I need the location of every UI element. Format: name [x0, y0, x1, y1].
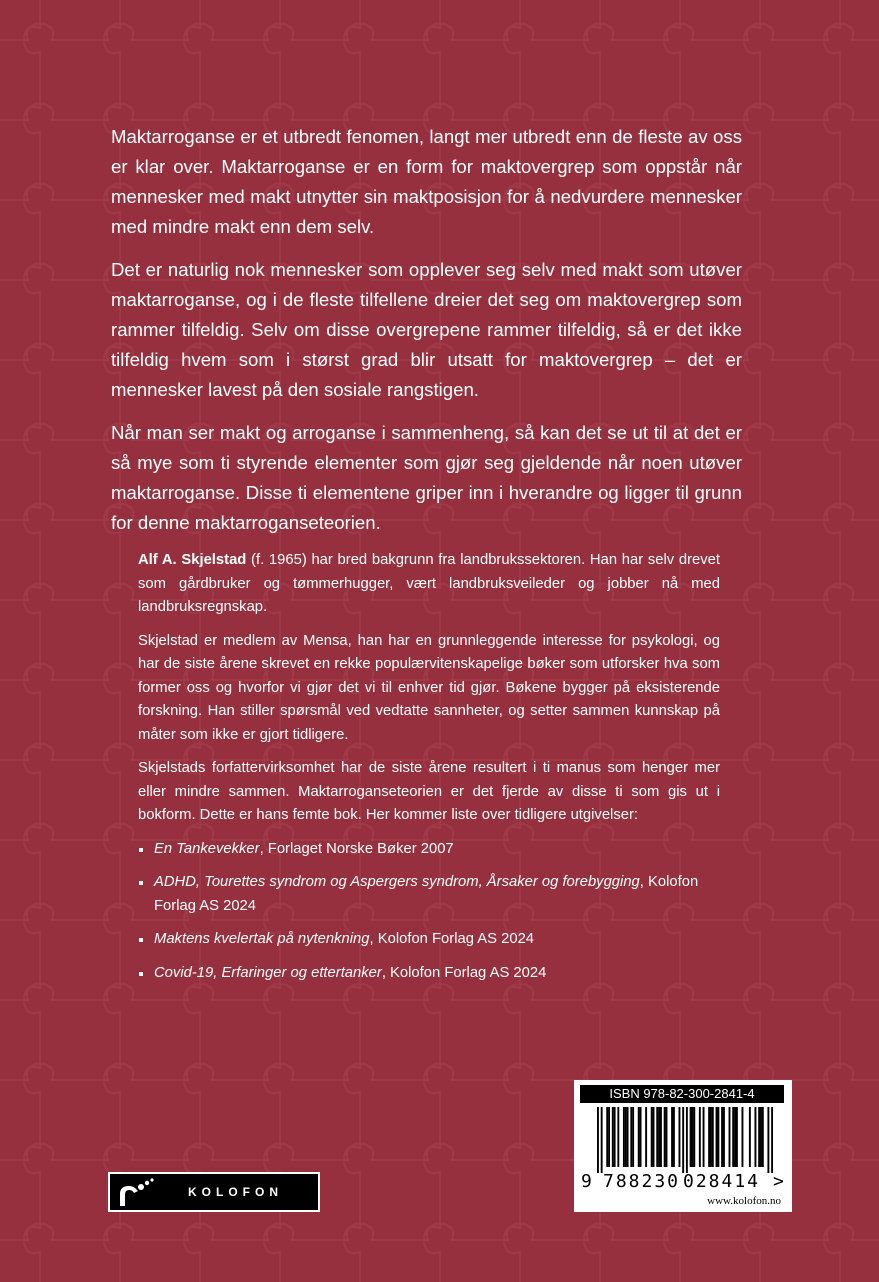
barcode-bar [645, 1107, 647, 1167]
author-bio-paragraph: Skjelstad er medlem av Mensa, han har en grunnleggende interesse for psykologi, og har de siste årene skrevet en rekke populærvitenskapelige bøker som utforsker hva som former oss og hvorfor vi gjør det vi til enhver tid gjør. Bøkene bygger på eksisterende forskning. Han stiller spørsmål ved vedtatte sannheter, og setter sammen kunnskap på måter som ikke er gjort tidligere. [138, 632, 720, 743]
barcode-bar [708, 1107, 710, 1167]
previous-books-list [138, 838, 720, 986]
barcode-bar [601, 1107, 603, 1173]
barcode-bar [729, 1107, 731, 1167]
blurb-paragraph: Maktarroganse er et utbredt fenomen, langt mer utbredt enn de fleste av oss er klar over. Maktarroganse er en form for maktovergrep som oppstår når mennesker med makt utnytter sin maktposisjon for å nedvurdere mennesker med mindre makt enn dem selv. [111, 126, 742, 237]
barcode-bar [614, 1107, 616, 1167]
book-details: , Kolofon Forlag AS 2024 [154, 874, 699, 914]
barcode-bar [703, 1107, 705, 1167]
barcode-bar [736, 1107, 738, 1167]
barcode-bar [660, 1107, 662, 1167]
isbn-barcode [574, 1080, 792, 1212]
barcode-bar [717, 1107, 719, 1167]
barcode-bar [653, 1107, 655, 1167]
book-list-item [138, 928, 720, 952]
barcode-bar [664, 1107, 666, 1167]
publisher-website: www.kolofon.no [707, 1195, 781, 1207]
barcode-bar [699, 1107, 701, 1167]
book-list-item [138, 962, 720, 986]
barcode-digit-first: 9 [581, 1171, 592, 1192]
barcode-bar [691, 1107, 693, 1167]
barcode-bar [630, 1107, 632, 1167]
book-list-item [138, 871, 720, 918]
back-cover-blurb [111, 122, 742, 551]
barcode-end-mark: > [773, 1171, 784, 1192]
barcode-bar [632, 1107, 634, 1167]
barcode-bar [716, 1107, 718, 1167]
barcode-bars [597, 1107, 773, 1173]
barcode-bar [606, 1107, 608, 1167]
barcode-bar [723, 1107, 725, 1167]
barcode-bar [732, 1107, 734, 1167]
barcode-bar [638, 1107, 640, 1167]
barcode-bar [679, 1107, 681, 1167]
barcode-bar [686, 1107, 688, 1173]
barcode-bar [767, 1107, 769, 1173]
barcode-bar [625, 1107, 627, 1167]
barcode-bar [682, 1107, 684, 1173]
blurb-paragraph: Det er naturlig nok mennesker som opplever seg selv med makt som utøver maktarroganse, og i de fleste tilfellene dreier det seg om maktovergrep som rammer tilfeldig. Selv om disse overgrepene rammer tilfeldig, så er det ikke tilfeldig hvem som i størst grad blir utsatt for maktovergrep – det er mennesker lavest på den sosiale rangstigen. [111, 259, 742, 400]
publisher-logo [108, 1172, 320, 1212]
barcode-bar [762, 1107, 764, 1167]
author-bio-paragraph: Skjelstads forfattervirksomhet har de siste årene resultert i ti manus som henger mer eller mindre sammen. Maktarroganseteorien er det fjerde av disse ti som gis ut i bokform. Dette er hans femte bok. Her kommer liste over tidligere utgivelser: [138, 760, 720, 823]
barcode-bar [710, 1107, 712, 1167]
barcode-bar [671, 1107, 673, 1167]
barcode-digits [579, 1171, 789, 1193]
barcode-bar [712, 1107, 714, 1167]
barcode-bar [666, 1107, 668, 1167]
barcode-bar [749, 1107, 751, 1167]
publisher-name: KOLOFON [188, 1185, 283, 1199]
author-bio-paragraph [138, 549, 720, 620]
blurb-paragraph: Når man ser makt og arroganse i sammenheng, så kan det se ut til at det er så mye som ti styrende elementer som gjør seg gjeldende når noen utøver maktarroganse. Disse ti elementene griper inn i hverandre og ligger til grunn for denne maktarroganseteorien. [111, 422, 742, 533]
barcode-bar [597, 1107, 599, 1173]
isbn-label: ISBN 978-82-300-2841-4 [580, 1085, 784, 1103]
kolofon-logo-icon [114, 1176, 158, 1208]
barcode-bar [673, 1107, 675, 1167]
barcode-bar [754, 1107, 756, 1167]
book-title: En Tankevekker [154, 840, 260, 857]
barcode-bar [617, 1107, 619, 1167]
barcode-bar [623, 1107, 625, 1167]
book-details: , Forlaget Norske Bøker 2007 [259, 840, 454, 857]
book-title: Maktens kvelertak på nytenkning [154, 931, 370, 947]
barcode-bar [758, 1107, 760, 1167]
barcode-bar [658, 1107, 660, 1167]
barcode-bar [608, 1107, 610, 1167]
barcode-bar [760, 1107, 762, 1167]
barcode-bar [627, 1107, 629, 1167]
barcode-bar [612, 1107, 614, 1167]
barcode-bar [771, 1107, 773, 1173]
author-bio [138, 549, 720, 995]
book-details: , Kolofon Forlag AS 2024 [369, 931, 535, 947]
barcode-digits-right: 028414 [683, 1171, 761, 1192]
barcode-bar [690, 1107, 692, 1167]
barcode-bar [693, 1107, 695, 1167]
barcode-bar [651, 1107, 653, 1167]
author-name: Alf A. Skjelstad [138, 552, 247, 568]
barcode-bar [734, 1107, 736, 1167]
book-title: Covid-19, Erfaringer og ettertanker [154, 964, 382, 981]
barcode-bar [640, 1107, 642, 1167]
book-list-item [138, 838, 720, 862]
book-title: ADHD, Tourettes syndrom og Aspergers syndrom, Årsaker og forebygging [154, 874, 640, 890]
barcode-bar [721, 1107, 723, 1167]
book-details: , Kolofon Forlag AS 2024 [381, 964, 547, 981]
barcode-digits-left: 788230 [603, 1171, 681, 1192]
author-bio-intro: (f. 1965) har bred bakgrunn fra landbrukssektoren. Han har selv drevet som gårdbruker og tømmerhugger, vært landbruksveileder og jobber nå med landbruksregnskap. [138, 552, 721, 615]
barcode-bar [742, 1107, 744, 1167]
barcode-bar [656, 1107, 658, 1167]
